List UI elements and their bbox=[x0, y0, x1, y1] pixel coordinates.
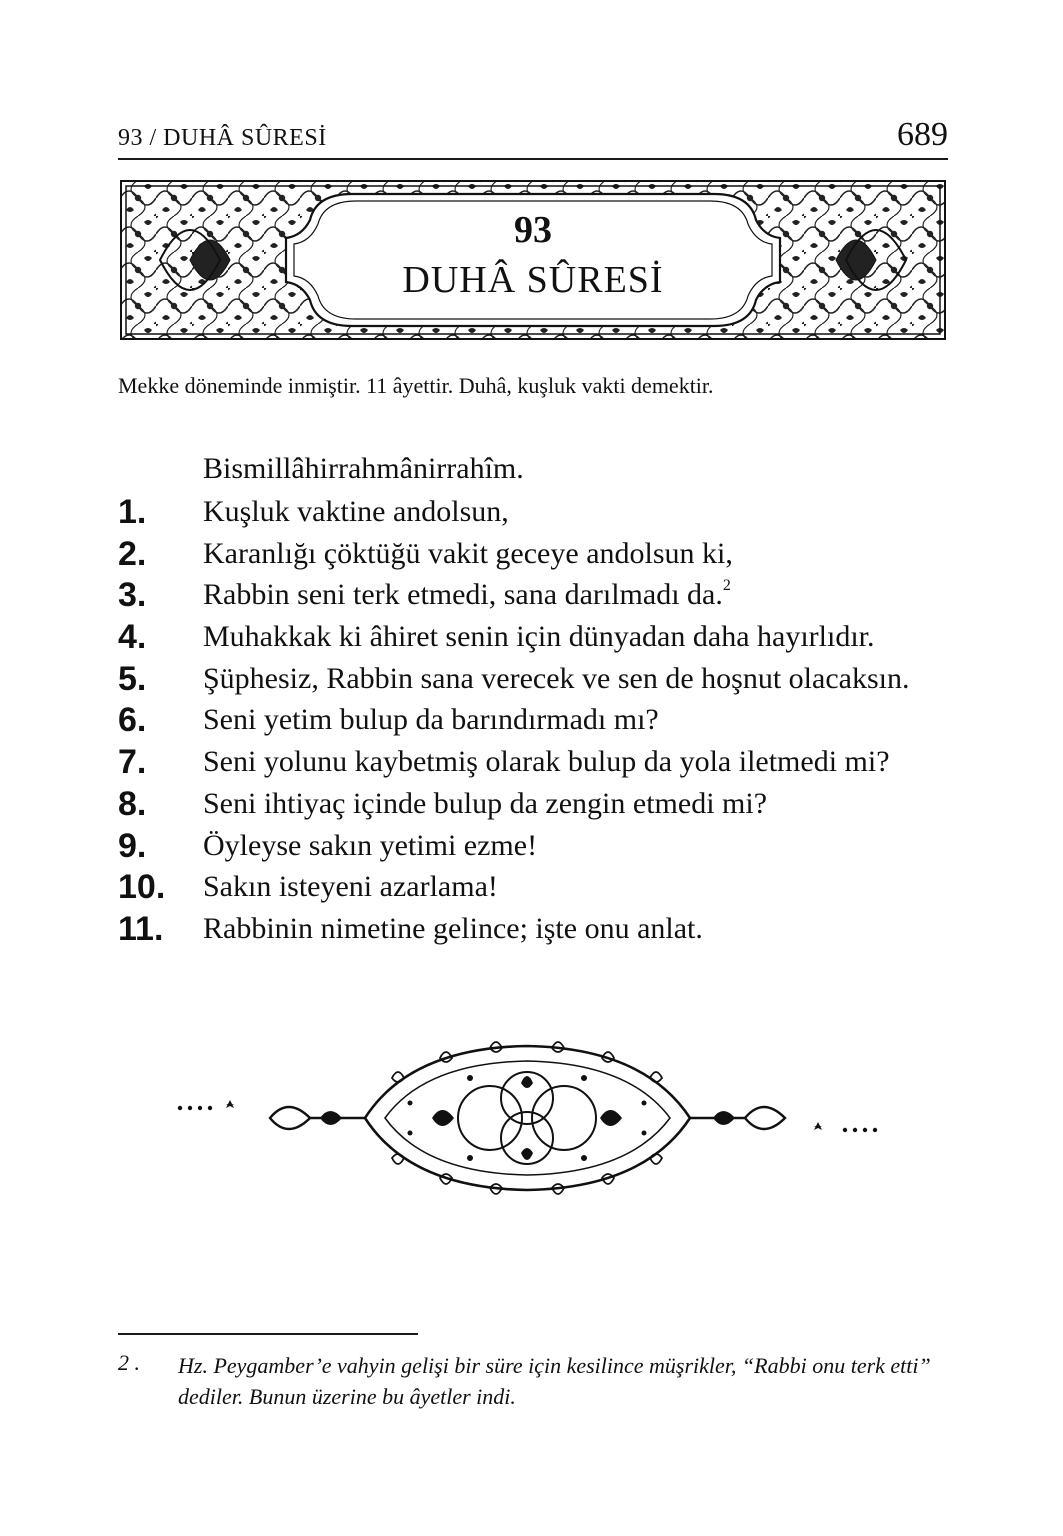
verse-number: 6. bbox=[118, 701, 147, 740]
verse-text: Şüphesiz, Rabbin sana verecek ve sen de hoşnut olacaksın. bbox=[203, 661, 910, 695]
rosette-ornament-icon bbox=[170, 1028, 885, 1218]
verse-number: 5. bbox=[118, 659, 147, 698]
verse-text: Kuşluk vaktine andolsun, bbox=[203, 495, 509, 528]
closing-ornament-icon bbox=[170, 1028, 885, 1218]
verse-item bbox=[118, 909, 948, 951]
verse-item bbox=[118, 617, 948, 659]
verse-number: 8. bbox=[118, 784, 147, 823]
basmala: Bismillâhirrahmânirrahîm. bbox=[203, 452, 524, 485]
footnote-divider bbox=[118, 1333, 418, 1335]
verse-list bbox=[118, 492, 948, 951]
verse-item bbox=[118, 659, 948, 701]
footnote-text: Hz. Peygamber’e vahyin gelişi bir süre için kesilince müşrikler, “Rabbi onu terk etti” dediler. Bunun üzerine bu âyetler indi. bbox=[178, 1353, 931, 1409]
footnote-reference[interactable]: 2 bbox=[722, 577, 731, 595]
verse-text: Rabbinin nimetine gelince; işte onu anlat. bbox=[203, 911, 703, 945]
surah-intro: Mekke döneminde inmiştir. 11 âyettir. Duhâ, kuşluk vakti demektir. bbox=[118, 373, 714, 398]
verse-text-with-note bbox=[203, 575, 731, 615]
verse-item bbox=[118, 534, 948, 576]
verse-number: 4. bbox=[118, 618, 147, 657]
verse-item bbox=[118, 700, 948, 742]
verse-text: Seni ihtiyaç içinde bulup da zengin etmedi mi? bbox=[203, 786, 768, 820]
verse-number: 7. bbox=[118, 743, 147, 782]
running-title: 93 / DUHÂ SÛRESİ bbox=[118, 125, 327, 151]
surah-name: DUHÂ SÛRESİ bbox=[402, 259, 664, 301]
verse-item bbox=[118, 826, 948, 868]
verse-item bbox=[118, 575, 948, 617]
verse-text: Karanlığı çöktüğü vakit geceye andolsun ki, bbox=[203, 536, 733, 570]
verse-number: 9. bbox=[118, 826, 147, 865]
verse-text: Seni yetim bulup da barındırmadı mı? bbox=[203, 703, 659, 737]
verse-item bbox=[118, 867, 948, 909]
verse-item bbox=[118, 784, 948, 826]
verse-number: 2. bbox=[118, 534, 147, 573]
verse-number: 3. bbox=[118, 576, 147, 615]
verse-text: Muhakkak ki âhiret senin için dünyadan daha hayırlıdır. bbox=[203, 620, 875, 654]
verse-number: 10. bbox=[118, 868, 166, 907]
verse-text: Seni yolunu kaybetmiş olarak bulup da yola iletmedi mi? bbox=[203, 745, 890, 779]
page-number: 689 bbox=[897, 116, 948, 153]
verse-number: 11. bbox=[118, 909, 164, 948]
surah-title-banner bbox=[120, 180, 946, 340]
footnote-marker: 2 . bbox=[118, 1350, 140, 1375]
verse-text: Rabbin seni terk etmedi, sana darılmadı da. bbox=[203, 578, 723, 612]
verse-text: Sakın isteyeni azarlama! bbox=[203, 870, 498, 904]
verse-number: 1. bbox=[118, 493, 147, 531]
verse-item bbox=[118, 742, 948, 784]
verse-item bbox=[118, 492, 948, 534]
running-header bbox=[118, 112, 948, 160]
surah-number: 93 bbox=[514, 209, 552, 251]
verse-text: Öyleyse sakın yetimi ezme! bbox=[203, 828, 538, 862]
